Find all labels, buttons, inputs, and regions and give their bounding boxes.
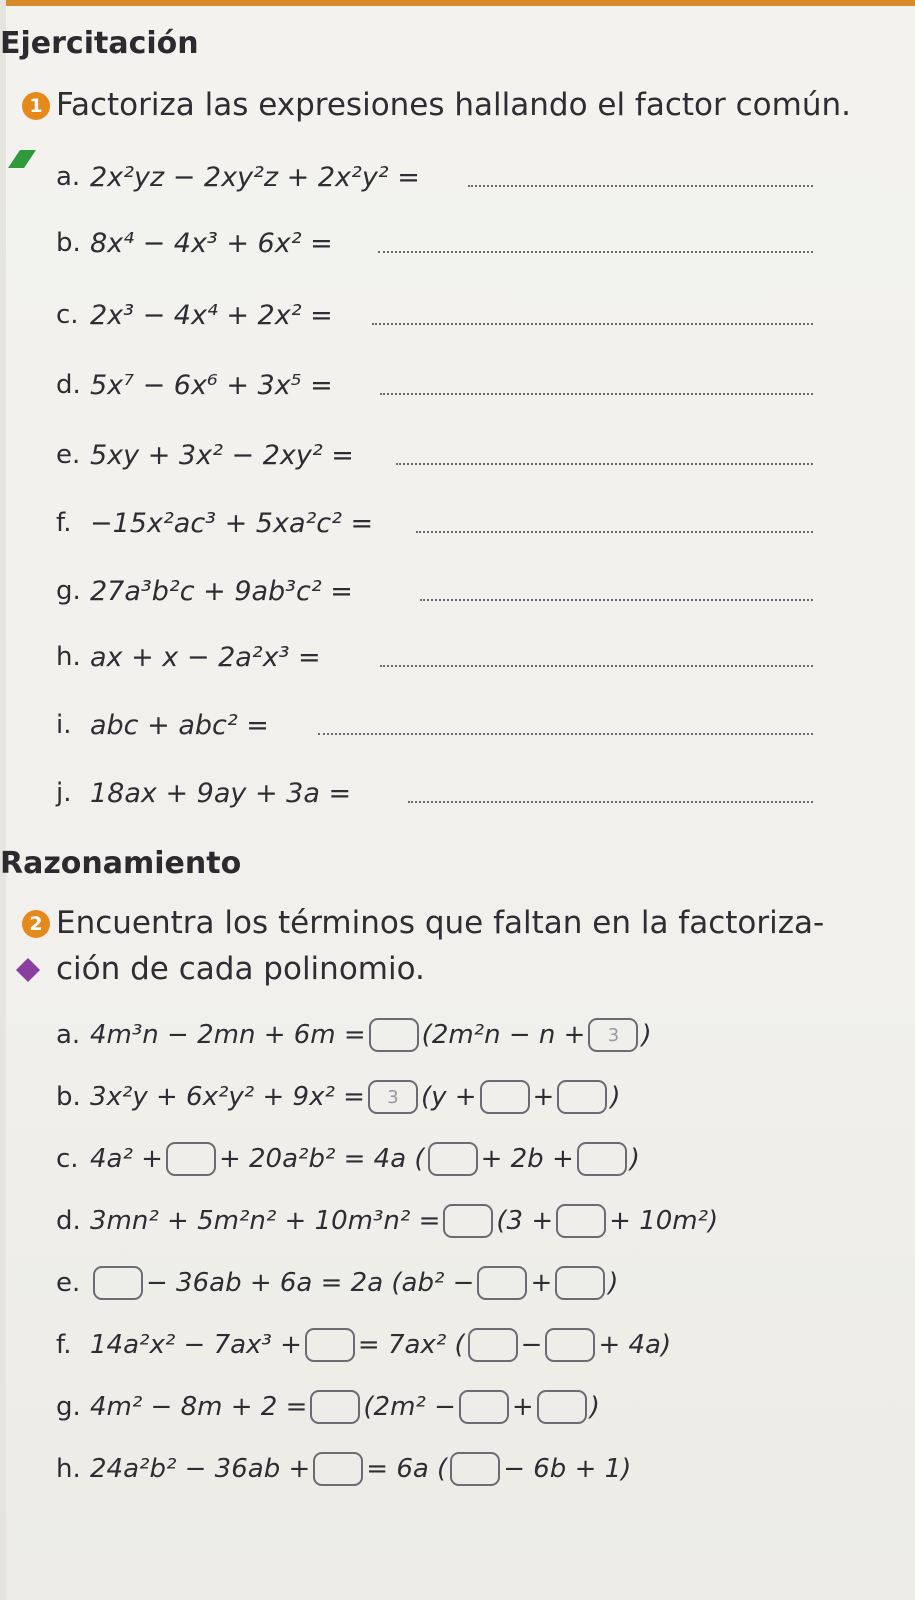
answer-blank[interactable]: [378, 251, 813, 253]
row-part: = 7ax² (: [357, 1330, 465, 1360]
item-expression: −15x²ac³ + 5xa²c² =: [90, 507, 374, 539]
exercise-2-instruction-line1: Encuentra los términos que faltan en la factoriza-: [56, 905, 825, 941]
item-expression: 8x⁴ − 4x³ + 6x² =: [90, 227, 333, 259]
missing-term-box[interactable]: [468, 1328, 518, 1362]
row-part: ): [589, 1392, 600, 1422]
row-part: −: [520, 1330, 543, 1360]
missing-term-box[interactable]: 3: [588, 1018, 638, 1052]
row-part: +: [511, 1392, 534, 1422]
page-edge: [0, 0, 6, 1600]
missing-term-box[interactable]: [166, 1142, 216, 1176]
exercise-item: [56, 430, 354, 480]
factor-row: [56, 1196, 718, 1246]
row-part: + 2b +: [480, 1144, 574, 1174]
section-title-ejercitacion: Ejercitación: [0, 26, 199, 61]
difficulty-green-marker-icon: [6, 148, 40, 174]
answer-blank[interactable]: [468, 185, 813, 187]
missing-term-box[interactable]: [310, 1390, 360, 1424]
item-expression: 2x³ − 4x⁴ + 2x² =: [90, 299, 333, 331]
exercise-item: [56, 566, 353, 616]
missing-term-box[interactable]: [556, 1204, 606, 1238]
item-letter: h.: [56, 642, 81, 672]
row-part: (3 +: [496, 1206, 554, 1236]
answer-blank[interactable]: [420, 599, 813, 601]
row-part: ): [641, 1020, 652, 1050]
factor-row: [56, 1320, 671, 1370]
exercise-item: [56, 700, 269, 750]
row-part: ): [629, 1144, 640, 1174]
item-expression: 5x⁷ − 6x⁶ + 3x⁵ =: [90, 369, 333, 401]
row-part: + 10m²): [609, 1206, 719, 1236]
row-part: 3mn² + 5m²n² + 10m³n² =: [90, 1206, 441, 1236]
row-part: − 36ab + 6a = 2a (ab² −: [146, 1268, 475, 1298]
missing-term-box[interactable]: 3: [368, 1080, 418, 1114]
missing-term-box[interactable]: [305, 1328, 355, 1362]
top-orange-band: [0, 0, 915, 6]
row-part: − 6b + 1): [503, 1454, 632, 1484]
section-title-razonamiento: Razonamiento: [0, 846, 242, 881]
row-part: ): [608, 1268, 619, 1298]
missing-term-box[interactable]: [557, 1080, 607, 1114]
exercise-item: [56, 218, 333, 268]
row-letter: b.: [56, 1082, 81, 1112]
row-letter: d.: [56, 1206, 81, 1236]
row-part: +: [530, 1268, 553, 1298]
item-letter: e.: [56, 440, 81, 470]
exercise-item: [56, 360, 333, 410]
factor-row: [56, 1134, 640, 1184]
exercise-item: [56, 768, 351, 818]
missing-term-box[interactable]: [577, 1142, 627, 1176]
missing-term-box[interactable]: [477, 1266, 527, 1300]
exercise-item: [56, 632, 321, 682]
row-letter: f.: [56, 1330, 72, 1360]
item-expression: ax + x − 2a²x³ =: [90, 641, 321, 673]
missing-term-box[interactable]: [369, 1018, 419, 1052]
row-part: 4m² − 8m + 2 =: [90, 1392, 308, 1422]
factor-row: [56, 1258, 618, 1308]
factor-row: [56, 1010, 652, 1060]
answer-blank[interactable]: [372, 323, 813, 325]
missing-term-box[interactable]: [537, 1390, 587, 1424]
missing-term-box[interactable]: [450, 1452, 500, 1486]
factor-row: [56, 1382, 600, 1432]
item-letter: a.: [56, 162, 81, 192]
row-part: (2m²n − n +: [421, 1020, 586, 1050]
missing-term-box[interactable]: [545, 1328, 595, 1362]
answer-blank[interactable]: [408, 801, 813, 803]
item-expression: 27a³b²c + 9ab³c² =: [90, 575, 353, 607]
answer-blank[interactable]: [380, 665, 813, 667]
item-letter: j.: [56, 778, 72, 808]
answer-blank[interactable]: [318, 733, 813, 735]
item-expression: 18ax + 9ay + 3a =: [90, 777, 352, 809]
missing-term-box[interactable]: [480, 1080, 530, 1114]
exercise-item: [56, 290, 333, 340]
item-expression: 5xy + 3x² − 2xy² =: [90, 439, 354, 471]
missing-term-box[interactable]: [428, 1142, 478, 1176]
row-part: ): [610, 1082, 621, 1112]
row-part: 24a²b² − 36ab +: [90, 1454, 311, 1484]
row-part: + 4a): [598, 1330, 672, 1360]
exercise-1-instruction: Factoriza las expresiones hallando el factor común.: [56, 87, 851, 123]
missing-term-box[interactable]: [443, 1204, 493, 1238]
row-part: 3x²y + 6x²y² + 9x² =: [90, 1082, 365, 1112]
item-expression: 2x²yz − 2xy²z + 2x²y² =: [90, 161, 420, 193]
row-part: 4a² +: [90, 1144, 163, 1174]
exercise-item: [56, 498, 373, 548]
answer-blank[interactable]: [380, 393, 813, 395]
answer-blank[interactable]: [396, 463, 813, 465]
item-letter: i.: [56, 710, 72, 740]
row-part: +: [532, 1082, 555, 1112]
exercise-2-instruction-line2: ción de cada polinomio.: [56, 951, 425, 987]
missing-term-box[interactable]: [93, 1266, 143, 1300]
row-letter: e.: [56, 1268, 81, 1298]
row-part: 14a²x² − 7ax³ +: [90, 1330, 302, 1360]
item-letter: f.: [56, 508, 72, 538]
row-part: = 6a (: [366, 1454, 448, 1484]
item-expression: abc + abc² =: [90, 709, 269, 741]
item-letter: b.: [56, 228, 81, 258]
row-letter: a.: [56, 1020, 81, 1050]
exercise-number-badge: 2: [22, 910, 50, 938]
factor-row: [56, 1444, 631, 1494]
row-part: + 20a²b² = 4a (: [218, 1144, 425, 1174]
row-letter: h.: [56, 1454, 81, 1484]
exercise-item: [56, 152, 420, 202]
missing-term-box[interactable]: [313, 1452, 363, 1486]
exercise-number-badge: 1: [22, 92, 50, 120]
row-letter: c.: [56, 1144, 79, 1174]
missing-term-box[interactable]: [459, 1390, 509, 1424]
item-letter: d.: [56, 370, 81, 400]
difficulty-purple-marker-icon: [14, 956, 42, 984]
factor-row: [56, 1072, 620, 1122]
row-part: (y +: [420, 1082, 477, 1112]
answer-blank[interactable]: [416, 531, 813, 533]
row-letter: g.: [56, 1392, 81, 1422]
row-part: (2m² −: [363, 1392, 456, 1422]
item-letter: g.: [56, 576, 81, 606]
row-part: 4m³n − 2mn + 6m =: [90, 1020, 366, 1050]
missing-term-box[interactable]: [555, 1266, 605, 1300]
item-letter: c.: [56, 300, 79, 330]
